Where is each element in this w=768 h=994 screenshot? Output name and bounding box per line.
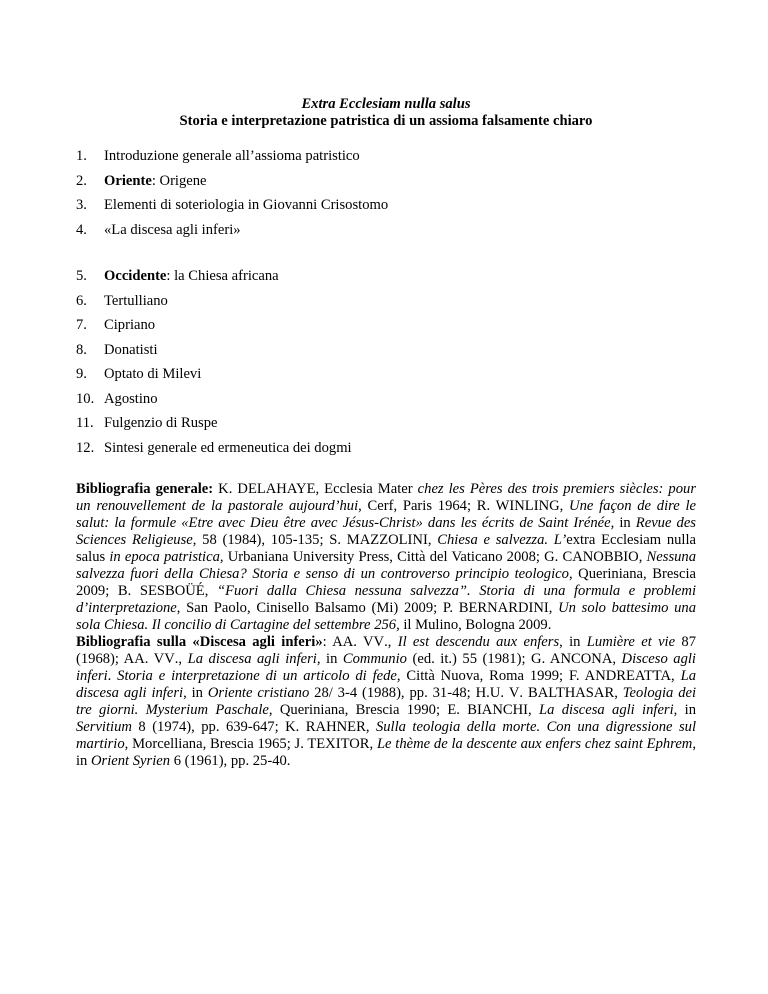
list-item: 1. Introduzione generale all’assioma patristico bbox=[76, 148, 360, 164]
bibliography-discesa: Bibliografia sulla «Discesa agli inferi»: AA. VV., Il est descendu aux enfers, in Lumière et vie 87 (1968); AA. VV., La discesa agli inferi, in Communio (ed. it.) 55 (1981); G. ANCONA, Disceso agli inferi. Storia e interpretazione di un articolo di fede, Città Nuova, Roma 1999; F. ANDREATTA, La discesa agli inferi, in Oriente cristiano 28/ 3-4 (1988), pp. 31-48; H.U. V. BALTHASAR, Teologia dei tre giorni. Mysterium Paschale, Queriniana, Brescia 1990; E. BIANCHI, La discesa agli inferi, in Servitium 8 (1974), pp. 639-647; K. RAHNER, Sulla teologia della morte. Con una digressione sul martirio, Morcelliana, Brescia 1965; J. TEXITOR, Le thème de la descente aux enfers chez saint Ephrem, in Orient Syrien 6 (1961), pp. 25-40. bbox=[76, 634, 697, 769]
list-item: 5. Occidente: la Chiesa africana bbox=[76, 268, 279, 284]
list-item: 7. Cipriano bbox=[76, 317, 156, 333]
list-item: 4. «La discesa agli inferi» bbox=[76, 221, 241, 238]
outline-list bbox=[76, 144, 696, 460]
list-item: 6. Tertulliano bbox=[76, 292, 168, 309]
list-item: 11. Fulgenzio di Ruspe bbox=[76, 415, 218, 431]
list-item: 10. Agostino bbox=[76, 390, 158, 407]
list-item: 9. Optato di Milevi bbox=[76, 366, 202, 382]
document-title bbox=[76, 96, 696, 130]
list-item: 3. Elementi di soteriologia in Giovanni Crisostomo bbox=[76, 197, 389, 213]
title-line-1: Extra Ecclesiam nulla salus bbox=[301, 96, 471, 112]
document-page bbox=[76, 96, 696, 770]
list-item: 12. Sintesi generale ed ermeneutica dei dogmi bbox=[76, 439, 352, 456]
list-item: 2. Oriente: Origene bbox=[76, 172, 207, 189]
list-item: 8. Donatisti bbox=[76, 341, 158, 358]
bibliography-general: Bibliografia generale: K. DELAHAYE, Ecclesia Mater chez les Pères des trois premiers siècles: pour un renouvellement de la pastorale aujourd’hui, Cerf, Paris 1964; R. WINLING, Une façon de dire le salut: la formule «Etre avec Dieu être avec Jésus-Christ» dans les écrits de Saint Irénée, in Revue des Sciences Religieuse, 58 (1984), 105-135; S. MAZZOLINI, Chiesa e salvezza. L’extra Ecclesiam nulla salus in epoca patristica, Urbaniana University Press, Città del Vaticano 2008; G. CANOBBIO, Nessuna salvezza fuori della Chiesa? Storia e senso di un controverso principio teologico, Queriniana, Brescia 2009; B. SESBOÜÉ, “Fuori dalla Chiesa nessuna salvezza”. Storia di una formula e problemi d’interpretazione, San Paolo, Cinisello Balsamo (Mi) 2009; P. BERNARDINI, Un solo battesimo una sola Chiesa. Il concilio di Cartagine del settembre 256, il Mulino, Bologna 2009. bbox=[76, 481, 697, 633]
title-line-2: Storia e interpretazione patristica di un assioma falsamente chiaro bbox=[179, 113, 593, 129]
bibliography bbox=[76, 481, 696, 770]
